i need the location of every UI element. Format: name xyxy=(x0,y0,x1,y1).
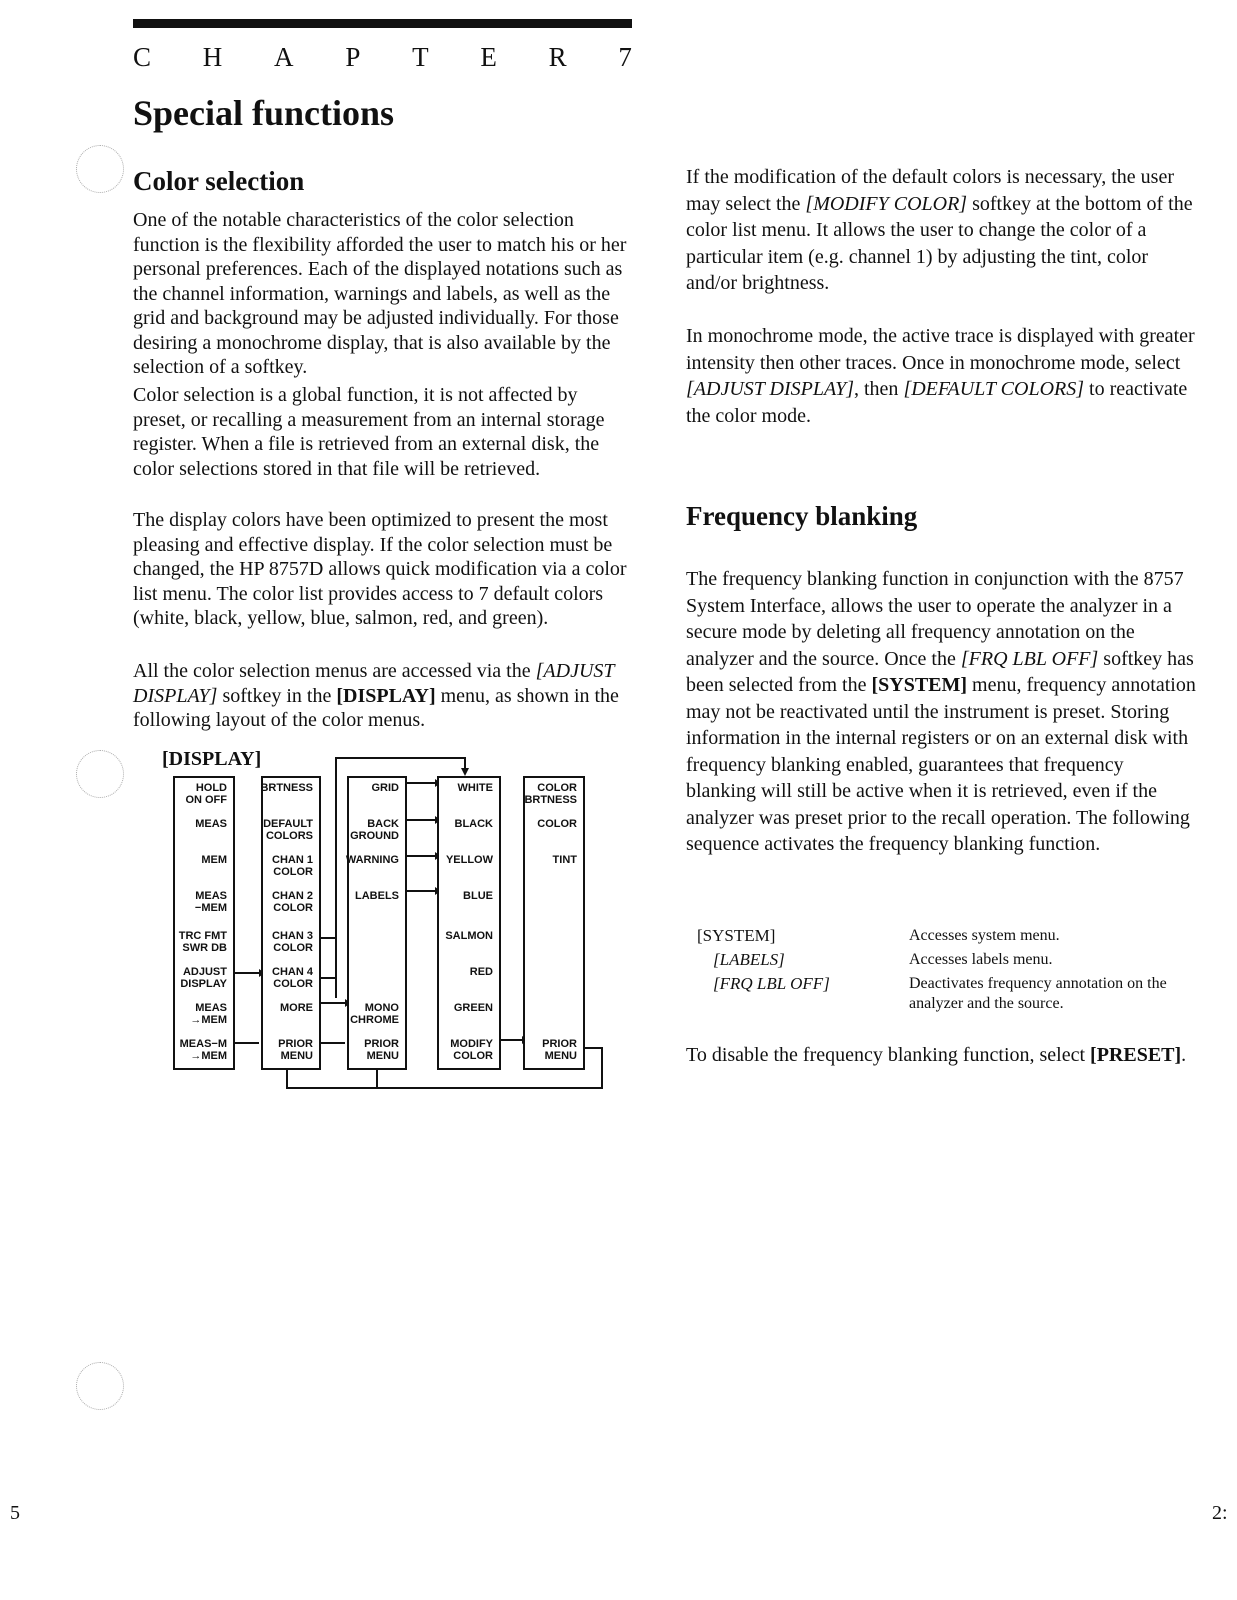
keystroke-sequence xyxy=(697,926,1197,1018)
menu-column-adjust-display xyxy=(261,776,321,1070)
softkey: YELLOW xyxy=(445,854,493,866)
paragraph: To disable the frequency blanking function, select [PRESET]. xyxy=(686,1044,1187,1066)
softkey: MEAS →MEM xyxy=(190,1002,227,1026)
chapter-letter: R xyxy=(548,42,567,72)
binder-hole xyxy=(76,750,124,798)
page-folio-left: 5 xyxy=(10,1502,20,1524)
softkey: DEFAULT COLORS xyxy=(263,818,313,842)
softkey: RED xyxy=(469,966,493,978)
chapter-number: 7 xyxy=(618,42,632,72)
sequence-key: [SYSTEM] xyxy=(697,926,776,945)
paragraph: Color selection is a global function, it is not affected by preset, or recalling a measurement from an internal storage register. When a file is retrieved from an external disk, the color selections stored in that file will be retrieved. xyxy=(133,384,605,480)
chapter-letter: P xyxy=(345,42,361,72)
softkey: BRTNESS xyxy=(260,782,313,794)
softkey: PRIOR MENU xyxy=(364,1038,399,1062)
softkey: HOLD ON OFF xyxy=(185,782,227,806)
chapter-letter: A xyxy=(274,42,294,72)
binder-hole xyxy=(76,145,124,193)
chapter-letter: E xyxy=(480,42,497,72)
menu-column-display xyxy=(173,776,235,1070)
softkey: MEAS xyxy=(195,818,227,830)
sequence-row xyxy=(697,950,1197,970)
sequence-description: Accesses system menu. xyxy=(909,927,1060,944)
menu-column-modify-color xyxy=(523,776,585,1070)
softkey: MEM xyxy=(201,854,227,866)
softkey: SALMON xyxy=(445,930,493,942)
softkey: TRC FMT SWR DB xyxy=(178,930,227,954)
paragraph: In monochrome mode, the active trace is displayed with greater intensity then other traces. Once in monochrome mode, select [ADJUST DISPLAY], then [DEFAULT COLORS] to reactivate the color mode. xyxy=(686,325,1195,427)
softkey: BLACK xyxy=(454,818,493,830)
diagram-display-label: [DISPLAY] xyxy=(162,748,262,770)
softkey: CHAN 2 COLOR xyxy=(272,890,313,914)
binder-hole xyxy=(76,1362,124,1410)
chapter-label xyxy=(133,42,632,76)
softkey: BACK GROUND xyxy=(350,818,399,842)
softkey: WARNING xyxy=(345,854,399,866)
softkey: GRID xyxy=(371,782,399,794)
sequence-row xyxy=(697,926,1197,946)
softkey: WHITE xyxy=(457,782,493,794)
sequence-key: [FRQ LBL OFF] xyxy=(713,974,830,993)
softkey: PRIOR MENU xyxy=(542,1038,577,1062)
softkey: COLOR xyxy=(537,818,577,830)
softkey: ADJUST DISPLAY xyxy=(180,966,227,990)
softkey: MODIFY COLOR xyxy=(450,1038,493,1062)
chapter-letter: C xyxy=(133,42,152,72)
section-heading-frequency-blanking: Frequency blanking xyxy=(686,501,918,531)
paragraph: One of the notable characteristics of the color selection function is the flexibility afforded the user to match his or her personal preferences. Each of the displayed notations such as the channel information, warnings and labels, as well as the grid and background may be adjusted individually. For those desiring a monochrome display, that is also available by the selection of a softkey. xyxy=(133,209,627,378)
softkey: BLUE xyxy=(463,890,493,902)
sequence-key: [LABELS] xyxy=(713,950,785,969)
chapter-title: Special functions xyxy=(133,93,395,133)
softkey: GREEN xyxy=(453,1002,493,1014)
softkey: CHAN 3 COLOR xyxy=(272,930,313,954)
softkey: TINT xyxy=(552,854,577,866)
softkey: COLOR BRTNESS xyxy=(524,782,577,806)
softkey: MONO CHROME xyxy=(350,1002,399,1026)
softkey: LABELS xyxy=(355,890,399,902)
softkey: MEAS −MEM xyxy=(194,890,227,914)
menu-column-color-list xyxy=(437,776,501,1070)
color-menu-diagram xyxy=(155,748,625,1098)
chapter-letter: T xyxy=(412,42,429,72)
sequence-row xyxy=(697,974,1197,1014)
chapter-letter: H xyxy=(202,42,223,72)
sequence-description: Deactivates frequency annotation on the analyzer and the source. xyxy=(909,975,1167,1012)
softkey: CHAN 1 COLOR xyxy=(272,854,313,878)
sequence-description: Accesses labels menu. xyxy=(909,951,1053,968)
softkey: PRIOR MENU xyxy=(278,1038,313,1062)
softkey: MEAS−M →MEM xyxy=(179,1038,227,1062)
softkey: CHAN 4 COLOR xyxy=(272,966,313,990)
page-number: 2: xyxy=(1212,1502,1228,1524)
section-heading-color-selection: Color selection xyxy=(133,166,305,196)
paragraph: The frequency blanking function in conjunction with the 8757 System Interface, allows the user to operate the analyzer in a secure mode by deleting all frequency annotation on the analyzer and the source. Once the [FRQ LBL OFF] softkey has been selected from the [SYSTEM] menu, frequency annotation may not be reactivated until the instrument is preset. Storing information in the internal registers or on an external disk with frequency blanking enabled, guarantees that frequency blanking will still be active when it is retrieved, even if the analyzer was preset prior to the recall operation. The following sequence activates the frequency blanking function. xyxy=(686,568,1196,855)
paragraph: If the modification of the default colors is necessary, the user may select the [MODIFY COLOR] softkey at the bottom of the color list menu. It allows the user to change the color of a particular item (e.g. channel 1) by adjusting the tint, color and/or brightness. xyxy=(686,166,1193,294)
paragraph: All the color selection menus are accessed via the [ADJUST DISPLAY] softkey in the [DISPLAY] menu, as shown in the following layout of the color menus. xyxy=(133,660,619,731)
menu-column-more xyxy=(347,776,407,1070)
softkey: MORE xyxy=(280,1002,313,1014)
chapter-rule xyxy=(133,19,632,28)
paragraph: The display colors have been optimized to present the most pleasing and effective display. If the color selection must be changed, the HP 8757D allows quick modification via a color list menu. The color list provides access to 7 default colors (white, black, yellow, blue, salmon, red, and green). xyxy=(133,509,627,629)
